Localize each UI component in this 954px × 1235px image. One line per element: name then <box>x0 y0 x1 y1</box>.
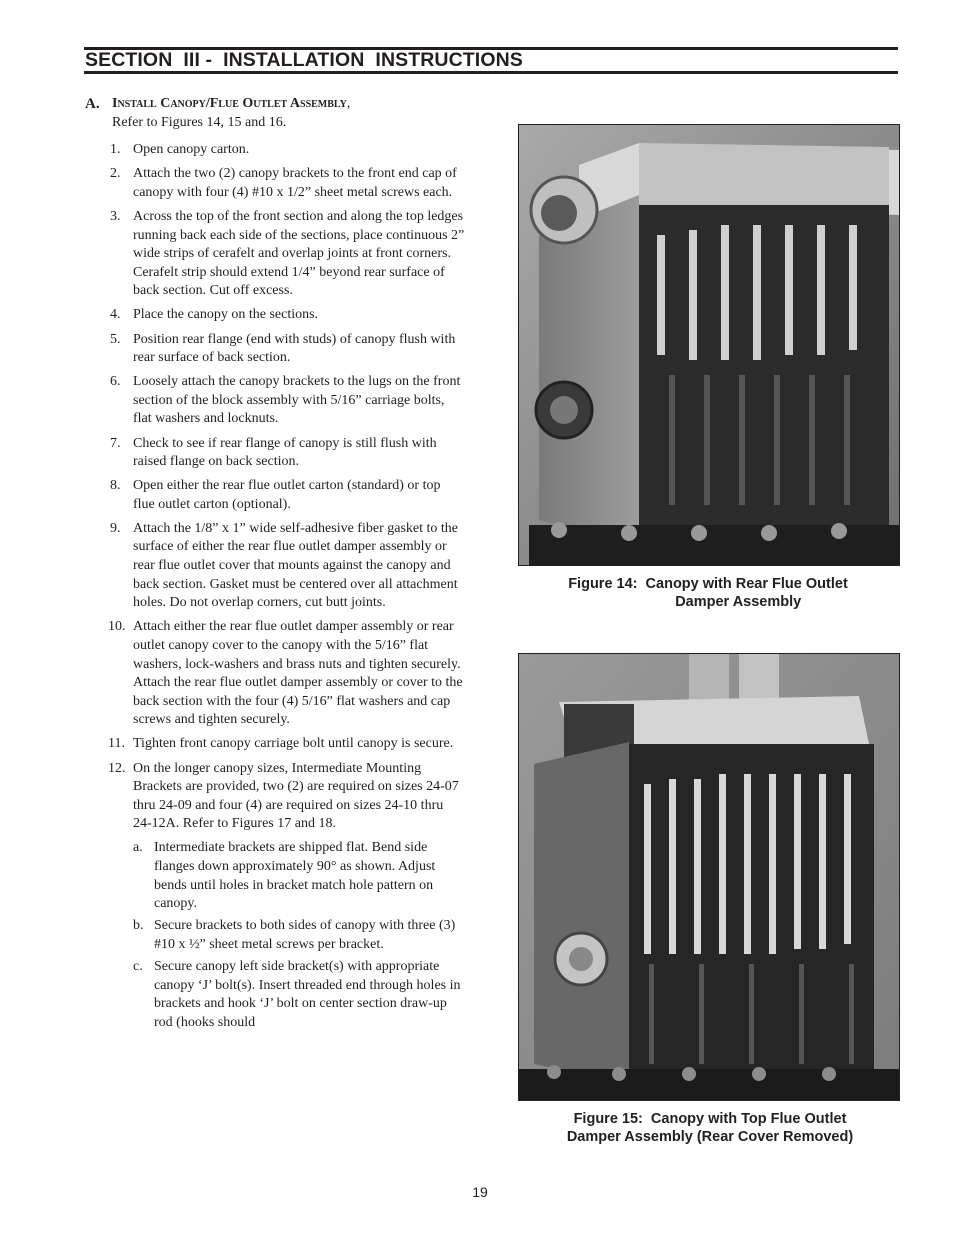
boiler-rear-flue-illustration <box>519 125 899 565</box>
step-item: 4. Place the canopy on the sections. <box>110 307 319 323</box>
step-list <box>85 141 465 1032</box>
subsection-title: Install Canopy/Flue Outlet Assembly <box>112 96 347 111</box>
subsection-refer: Refer to Figures 14, 15 and 16. <box>112 114 287 130</box>
step-item: 6. Loosely attach the canopy brackets to the lugs on the front section of the block assembly with 5/16” carriage bolts, flat washers and locknuts. <box>110 374 461 427</box>
step-item: 7. Check to see if rear flange of canopy is still flush with raised flange on back section. <box>110 435 437 470</box>
step-item: 11. Tighten front canopy carriage bolt until canopy is secure. <box>108 736 454 752</box>
figure-14-photo <box>518 124 900 566</box>
step-item: 3. Across the top of the front section and along the top ledges running back each side of the sections, place continuous 2” wide strips of cerafelt and overlap joints at front corners. Cerafelt strip should extend 1/4” beyond rear surface of back section. Cut off excess. <box>110 208 465 299</box>
instructions-column <box>85 95 465 1036</box>
page-number: 19 <box>472 1184 488 1200</box>
substep-item: b. Secure brackets to both sides of canopy with three (3) #10 x ½” sheet metal screws per bracket. <box>133 918 456 952</box>
substep-item: a. Intermediate brackets are shipped flat. Bend side flanges down approximately 90° as shown. Adjust bends until holes in bracket match hole pattern on canopy. <box>133 840 436 912</box>
header-rule-bottom <box>84 71 898 74</box>
figure-15-photo <box>518 653 900 1101</box>
section-title: SECTION III - INSTALLATION INSTRUCTIONS <box>85 49 523 71</box>
step-item: 2. Attach the two (2) canopy brackets to the front end cap of canopy with four (4) #10 x 1/2” sheet metal screws each. <box>110 166 457 200</box>
subsection-heading: A. Install Canopy/Flue Outlet Assembly, Refer to Figures 14, 15 and 16. <box>85 96 351 130</box>
subsection-letter: A. <box>85 96 100 112</box>
step-item: 1. Open canopy carton. <box>110 142 250 158</box>
boiler-top-flue-illustration <box>519 654 899 1100</box>
step-item: 12. On the longer canopy sizes, Intermediate Mounting Brackets are provided, two (2) are required on sizes 24-07 thru 24-09 and four (4) are required on sizes 24-10 thru 24-12A. Refer to Figures 17 and 18. <box>108 760 459 832</box>
figure-14-caption: Figure 14: Canopy with Rear Flue Outlet Damper Assembly <box>568 576 848 610</box>
step-item: 9. Attach the 1/8” x 1” wide self-adhesive fiber gasket to the surface of either the rear flue outlet damper assembly or rear flue outlet cover that mounts against the canopy and back section. Gasket must be centered over all attachment holes. Do not overlap corners, cut butt joints. <box>110 520 458 611</box>
step-item: 8. Open either the rear flue outlet carton (standard) or top flue outlet carton (optional). <box>110 478 441 512</box>
step-item: 10. Attach either the rear flue outlet damper assembly or rear outlet canopy cover to the canopy with the 5/16” flat washers, lock-washers and brass nuts and tighten securely. Attach the rear flue outlet damper assembly or cover to the back section with the four (4) 5/16” flat washers and cap screws and tighten securely. <box>108 619 463 728</box>
step-item: 5. Position rear flange (end with studs) of canopy flush with rear surface of back section. <box>110 331 456 366</box>
substep-item: c. Secure canopy left side bracket(s) with appropriate canopy ‘J’ bolt(s). Insert threaded end through holes in brackets and hook ‘J’ bolt on center section draw-up rod (hooks should <box>133 958 461 1030</box>
figure-15-caption: Figure 15: Canopy with Top Flue Outlet Damper Assembly (Rear Cover Removed) <box>566 1111 854 1145</box>
